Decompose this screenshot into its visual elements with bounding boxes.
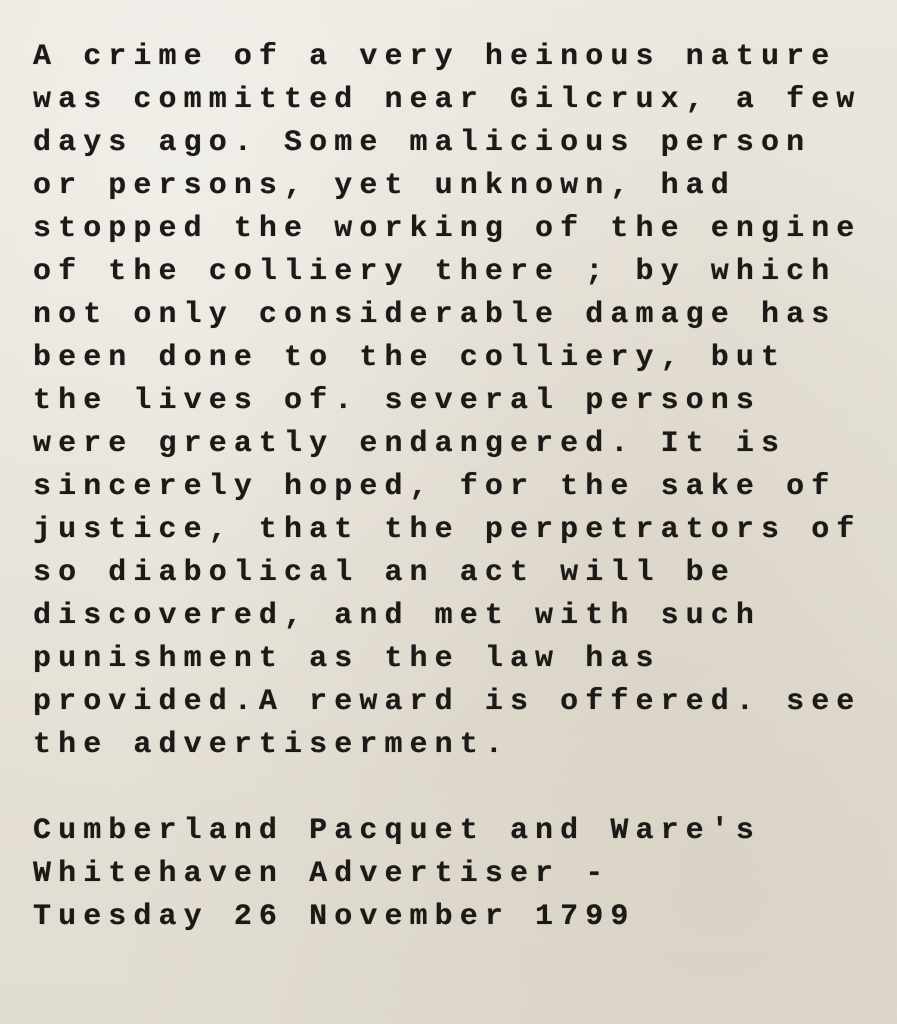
source-citation [33,810,893,939]
paragraph-gap [33,767,893,810]
article-line: punishment as the law has [33,642,661,676]
article-line: not only considerable damage has [33,298,837,332]
article-line: so diabolical an act will be [33,556,736,590]
article-line: justice, that the perpetrators of [33,513,862,547]
article-line: the advertiserment. [33,728,510,762]
article-line: or persons, yet unknown, had [33,169,736,203]
article-line: sincerely hoped, for the sake of [33,470,837,504]
article-line: discovered, and met with such [33,599,761,633]
article-line: been done to the colliery, but [33,341,787,375]
article-line: of the colliery there ; by which [33,255,837,289]
article-line: was committed near Gilcrux, a few [33,83,862,117]
source-line: Tuesday 26 November 1799 [33,900,636,934]
article-line: provided.A reward is offered. see [33,685,862,719]
article-line: days ago. Some malicious person [33,126,812,160]
article-line: stopped the working of the engine [33,212,862,246]
source-line: Cumberland Pacquet and Ware's [33,814,761,848]
article-line: were greatly endangered. It is [33,427,787,461]
article-line: A crime of a very heinous nature [33,40,837,74]
article-line: the lives of. several persons [33,384,761,418]
typed-text [33,36,893,939]
source-line: Whitehaven Advertiser - [33,857,611,891]
article-body [33,36,893,767]
